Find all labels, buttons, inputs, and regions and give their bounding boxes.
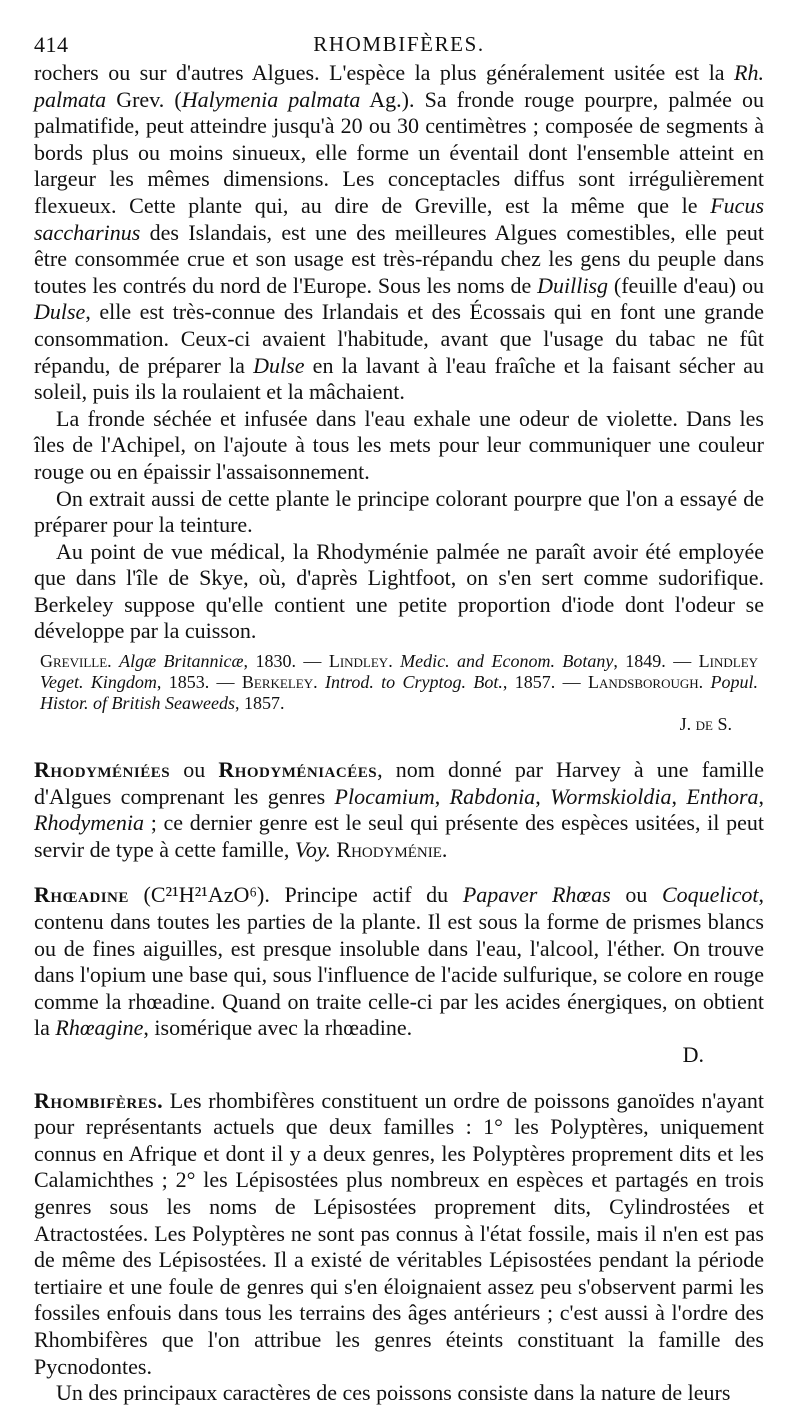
author-signature: J. de S. bbox=[679, 714, 732, 735]
paragraph-principe-colorant: On extrait aussi de cette plante le principe colorant pourpre que l'on a essayé de préparer pour la teinture. bbox=[34, 485, 764, 538]
headword: Rhombifères. bbox=[34, 1087, 164, 1113]
body-text bbox=[34, 60, 764, 1407]
running-title: RHOMBIFÈRES. bbox=[313, 32, 485, 56]
paragraph-caracteres: Un des principaux caractères de ces poissons consiste dans la nature de leurs bbox=[56, 1380, 731, 1406]
entry-rhombiferes: Rhombifères. Les rhombifères constituent un ordre de poissons ganoïdes n'ayant pour représentants actuels que deux familles : 1° les Polyptères, uniquement connus en Afrique et dont il y a deux genres, les Polyptères proprement dits et les Calamichthes ; 2° les Lépisostées plus nombreux en espèces et partagés en trois genres sous les noms de Lépisostées proprement dits, Cylindrostées et Atractostées. Les Polyptères ne sont pas connus à l'état fossile, mais il n'en est pas de même des Lépisostées. Il a existé de véritables Lépisostées pendant la période tertiaire et une foule de genres qui s'en éloignaient assez peu s'observent parmi les fossiles enfouis dans tous les terrains des âges antérieurs ; c'est aussi à l'ordre des Rhombifères que l'on attribue les genres éteints constituant la famille des Pycnodontes. bbox=[34, 1087, 764, 1379]
paragraph-palmata: rochers ou sur d'autres Algues. L'espèce la plus généralement usitée est la Rh. palmata Grev. (Halymenia palmata Ag.). Sa fronde rouge pourpre, palmée ou palmatifide, peut atteindre jusqu'à 20 ou 30 centimètres ; composée de segments à bords plus ou moins sinueux, elle forme un éventail dont l'ensemble atteint en largeur les mêmes dimensions. Les conceptacles diffus sont irrégulièrement flexueux. Cette plante qui, au dire de Greville, est la même que le Fucus saccharinus des Islandais, est une des meilleures Algues comestibles, elle peut être consommée crue et son usage est très-répandu chez les gens du peuple dans toutes les contrés du nord de l'Europe. Sous les noms de Duillisg (feuille d'eau) ou Dulse, elle est très-connue des Irlandais et des Écossais qui en font une grande consommation. Ceux-ci avaient l'habitude, avant que l'usage du tabac ne fût répandu, de préparer la Dulse en la lavant à l'eau fraîche et la faisant sécher au soleil, puis ils la roulaient et la mâchaient. bbox=[34, 60, 765, 405]
entry-rhoeadine: Rhœadine (C²¹H²¹AzO⁶). Principe actif du Papaver Rhœas ou Coquelicot, contenu dans toutes les parties de la plante. Il est sous la forme de prismes blancs ou de fines aiguilles, est presque insoluble dans l'eau, l'alcool, l'éther. On trouve dans l'opium une base qui, sous l'influence de l'acide sulfurique, se colore en rouge comme la rhœadine. Quand on traite celle-ci par les acides énergiques, on obtient la Rhœagine, isomérique avec la rhœadine. D. bbox=[34, 882, 764, 1067]
bibliography: Greville. Algæ Britannicæ, 1830. — Lindley. Medic. and Econom. Botany, 1849. — Lindley Veget. Kingdom, 1853. — Berkeley. Introd. to Cryptog. Bot., 1857. — Landsborough. Popul. Histor. of British Seaweeds, 1857. J. de S. bbox=[40, 651, 759, 735]
page-header bbox=[34, 20, 764, 60]
page-number: 414 bbox=[34, 32, 69, 57]
entry-rhodymeniees: Rhodyméniées ou Rhodyméniacées, nom donné par Harvey à une famille d'Algues comprenant les genres Plocamium, Rabdonia, Wormskioldia, Enthora, Rhodymenia ; ce dernier genre est le seul qui présente des espèces usitées, il peut servir de type à cette famille, Voy. Rhodyménie. bbox=[34, 757, 765, 862]
paragraph-medical: Au point de vue médical, la Rhodyménie palmée ne paraît avoir été employée que dans l'île de Skye, où, d'après Lightfoot, on s'en sert comme sudorifique. Berkeley suppose qu'elle contient une petite proportion d'iode dont l'odeur se développe par la cuisson. bbox=[34, 538, 764, 644]
paragraph-fronde: La fronde séchée et infusée dans l'eau exhale une odeur de violette. Dans les îles de l'Achipel, on l'ajoute à tous les mets pour leur communiquer une couleur rouge ou en épaissir l'assaisonnement. bbox=[34, 405, 764, 484]
headword: Rhodyméniées bbox=[34, 757, 171, 783]
cross-reference: Rhodyménie. bbox=[336, 836, 448, 862]
headword: Rhœadine bbox=[34, 882, 129, 908]
author-signature: D. bbox=[682, 1042, 704, 1067]
chemical-formula: (C²¹H²¹AzO⁶) bbox=[128, 882, 265, 908]
